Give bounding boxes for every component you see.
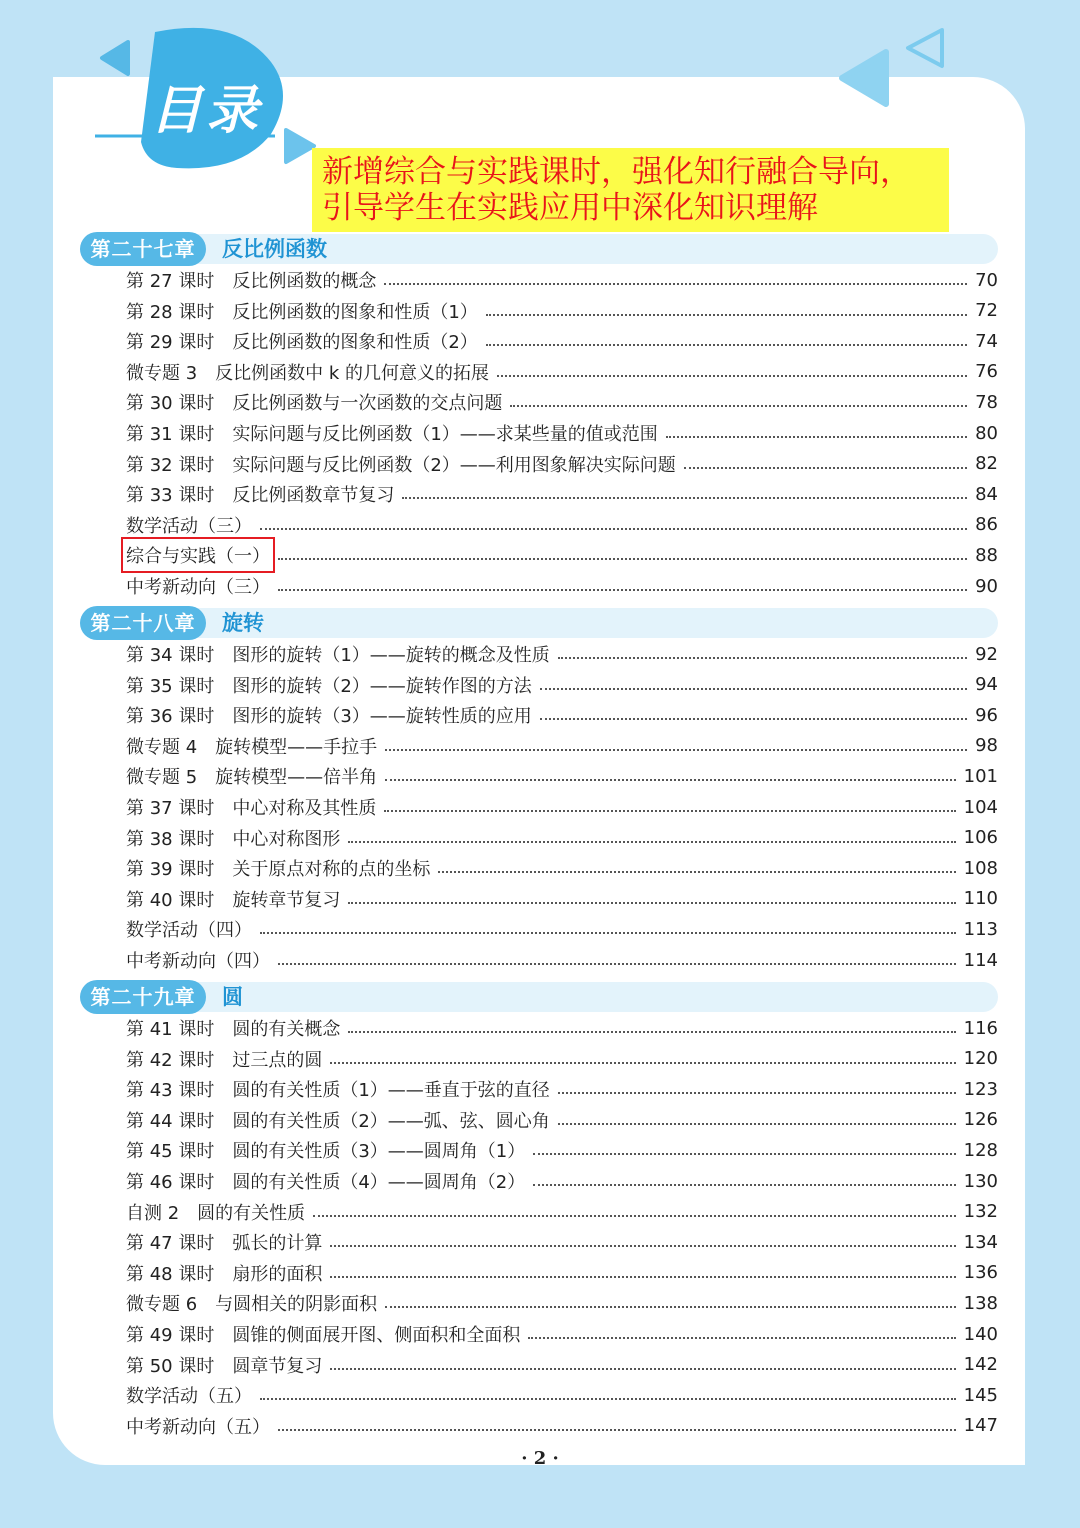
toc-entry-page: 94 [975,674,998,696]
dot-leader [330,1062,955,1064]
dot-leader [533,1153,955,1155]
dot-leader [330,1368,955,1370]
dot-leader [486,344,967,346]
triangle-decor-right-icon [834,46,894,110]
toc-entry-label: 第 29 课时 反比例函数的图象和性质（2） [126,332,478,354]
dot-leader [558,657,967,659]
toc-entry-label: 中考新动向（三） [126,577,270,598]
callout-line-2: 引导学生在实践应用中深化知识理解 [322,190,818,226]
toc-entry [126,761,998,791]
toc-entry [126,945,998,975]
dot-leader [402,497,967,499]
toc-entry-page: 101 [963,765,998,787]
toc-entry-page: 130 [963,1170,998,1192]
toc-entry-label: 微专题 4 旋转模型——手拉手 [126,736,378,758]
toc-entry-label: 第 45 课时 圆的有关性质（3）——圆周角（1） [126,1141,526,1163]
dot-leader [558,1092,956,1094]
toc-entry-label: 第 42 课时 过三点的圆 [126,1049,323,1071]
toc-entry-label: 第 39 课时 关于原点对称的点的坐标 [126,859,431,881]
toc-entry-page: 78 [975,391,998,413]
toc-entry-page: 92 [975,643,998,665]
toc-entry-label: 数学活动（三） [126,515,252,537]
toc-entry-label: 第 41 课时 圆的有关概念 [126,1019,341,1040]
dot-leader [385,1306,955,1308]
toc-entry-label: 第 37 课时 中心对称及其性质 [126,798,377,819]
chapter-header [80,232,998,266]
toc-entry-label: 微专题 3 反比例函数中 k 的几何意义的拓展 [126,362,490,384]
dot-leader [558,1123,956,1125]
toc-entry-label: 第 34 课时 图形的旋转（1）——旋转的概念及性质 [126,645,550,666]
toc-entry-page: 98 [975,735,998,757]
page-number: · 2 · [521,1448,559,1469]
toc-entry-page: 120 [963,1048,998,1070]
dot-leader [278,589,967,591]
toc-entry-label: 第 50 课时 圆章节复习 [126,1355,323,1377]
toc-entry [126,639,998,669]
toc-entry [126,1074,998,1104]
toc-entry [126,1319,998,1349]
page-title: 目录 [150,80,263,141]
dot-leader [260,528,967,530]
toc-entry [126,265,998,295]
toc-entry-page: 123 [963,1078,998,1100]
toc-entry [126,853,998,883]
toc-entry-label: 第 46 课时 圆的有关性质（4）——圆周角（2） [126,1172,526,1193]
toc-entry-label: 微专题 5 旋转模型——倍半角 [126,767,378,789]
dot-leader [260,932,956,934]
toc-entry-page: 96 [975,704,998,726]
toc-entry-page: 114 [963,949,998,971]
dot-leader [330,1276,955,1278]
toc-entry-page: 88 [975,544,998,566]
dot-leader [384,283,967,285]
toc-entry-page: 80 [975,422,998,444]
callout-line-1: 新增综合与实践课时，强化知行融合导向， [322,154,911,190]
toc-entry-page: 113 [963,918,998,940]
toc-entry [126,1380,998,1410]
toc-entry-page: 70 [975,269,998,291]
toc-entry [126,792,998,822]
toc-entry-label: 第 33 课时 反比例函数章节复习 [126,485,395,507]
toc-entry-page: 84 [975,483,998,505]
dot-leader [260,1398,956,1400]
toc-entry [126,387,998,417]
dot-leader [486,314,967,316]
toc-entry-page: 110 [963,888,998,910]
toc-entry [126,1411,998,1441]
toc-entry [126,1197,998,1227]
toc-entry-label: 数学活动（五） [126,1386,252,1408]
toc-entry [126,540,998,570]
toc-entry-label: 第 28 课时 反比例函数的图象和性质（1） [126,301,478,323]
toc-entry-label: 第 40 课时 旋转章节复习 [126,889,341,911]
toc-entry-label: 第 32 课时 实际问题与反比例函数（2）——利用图象解决实际问题 [126,454,676,476]
toc-entry-page: 104 [963,796,998,818]
toc-entry-page: 76 [975,361,998,383]
toc-entry-label: 第 48 课时 扇形的面积 [126,1263,323,1285]
toc-entry [126,670,998,700]
toc-entry [126,296,998,326]
dot-leader [278,963,956,965]
toc-entry-label: 第 44 课时 圆的有关性质（2）——弧、弦、圆心角 [126,1110,550,1132]
toc-entry-page: 145 [963,1384,998,1406]
chapter-tag: 第二十八章 [80,606,206,640]
toc-entry [126,1044,998,1074]
toc-entry-label: 第 35 课时 图形的旋转（2）——旋转作图的方法 [126,675,532,697]
dot-leader [540,688,967,690]
toc-entry [126,823,998,853]
triangle-outline-decor-icon [900,24,950,72]
toc-entry-page: 108 [963,857,998,879]
toc-entry [126,571,998,601]
toc-entry-label: 第 30 课时 反比例函数与一次函数的交点问题 [126,393,503,415]
toc-entry-page: 126 [963,1109,998,1131]
toc-entry-page: 128 [963,1139,998,1161]
dot-leader [348,1031,955,1033]
dot-leader [278,558,967,560]
dot-leader [438,871,955,873]
toc-entry-label: 第 47 课时 弧长的计算 [126,1233,323,1255]
toc-entry [126,700,998,730]
toc-entry [126,1258,998,1288]
dot-leader [348,841,955,843]
dot-leader [385,749,967,751]
dot-leader [278,1429,956,1431]
toc-entry-label: 综合与实践（一） [126,542,270,568]
toc-entry-page: 90 [975,575,998,597]
highlight-callout [312,148,949,232]
toc-entry [126,326,998,356]
chapter-header [80,980,998,1014]
chapter-title: 圆 [222,984,243,1009]
toc-entry-page: 132 [963,1201,998,1223]
chapter-title: 旋转 [222,610,264,635]
toc-entry [126,1227,998,1257]
toc-entry-page: 106 [963,827,998,849]
toc-entry-label: 第 38 课时 中心对称图形 [126,828,341,850]
toc-entry-page: 86 [975,514,998,536]
dot-leader [528,1337,955,1339]
dot-leader [384,810,955,812]
dot-leader [385,779,955,781]
toc-entry-label: 第 36 课时 图形的旋转（3）——旋转性质的应用 [126,706,532,728]
toc-entry [126,1288,998,1318]
toc-entry [126,479,998,509]
toc-entry [126,1013,998,1043]
toc-entry-page: 138 [963,1292,998,1314]
toc-entry [126,449,998,479]
chapter-header [80,606,998,640]
dot-leader [313,1215,955,1217]
chapter-tag: 第二十九章 [80,980,206,1014]
toc-entry-label: 中考新动向（四） [126,951,270,972]
toc-entry-page: 72 [975,300,998,322]
dot-leader [348,902,955,904]
toc-entry [126,357,998,387]
toc-entry-label: 中考新动向（五） [126,1416,270,1438]
toc-entry [126,418,998,448]
toc-entry-page: 142 [963,1354,998,1376]
toc-entry-page: 116 [963,1017,998,1039]
toc-entry-label: 数学活动（四） [126,920,252,942]
toc-entry-page: 147 [963,1415,998,1437]
toc-entry [126,914,998,944]
chapter-title: 反比例函数 [222,236,327,261]
toc-entry-label: 第 27 课时 反比例函数的概念 [126,271,377,292]
toc-entry-label: 第 43 课时 圆的有关性质（1）——垂直于弦的直径 [126,1080,550,1102]
dot-leader [540,718,967,720]
toc-entry-page: 136 [963,1262,998,1284]
toc-entry [126,1350,998,1380]
toc-entry-label: 自测 2 圆的有关性质 [126,1202,306,1224]
toc-entry [126,1166,998,1196]
toc-entry [126,884,998,914]
dot-leader [497,375,967,377]
toc-entry-page: 82 [975,453,998,475]
toc-entry-label: 第 49 课时 圆锥的侧面展开图、侧面积和全面积 [126,1325,521,1346]
toc-entry-page: 140 [963,1323,998,1345]
toc-entry [126,1105,998,1135]
toc-entry-label: 第 31 课时 实际问题与反比例函数（1）——求某些量的值或范围 [126,424,658,445]
dot-leader [330,1245,955,1247]
toc-entry [126,510,998,540]
dot-leader [684,467,967,469]
toc-entry-page: 134 [963,1231,998,1253]
chapter-tag: 第二十七章 [80,232,206,266]
toc-entry [126,1135,998,1165]
dot-leader [533,1184,955,1186]
toc-entry-page: 74 [975,330,998,352]
toc-entry-label: 微专题 6 与圆相关的阴影面积 [126,1294,378,1316]
toc-entry [126,731,998,761]
dot-leader [666,436,967,438]
dot-leader [510,405,967,407]
